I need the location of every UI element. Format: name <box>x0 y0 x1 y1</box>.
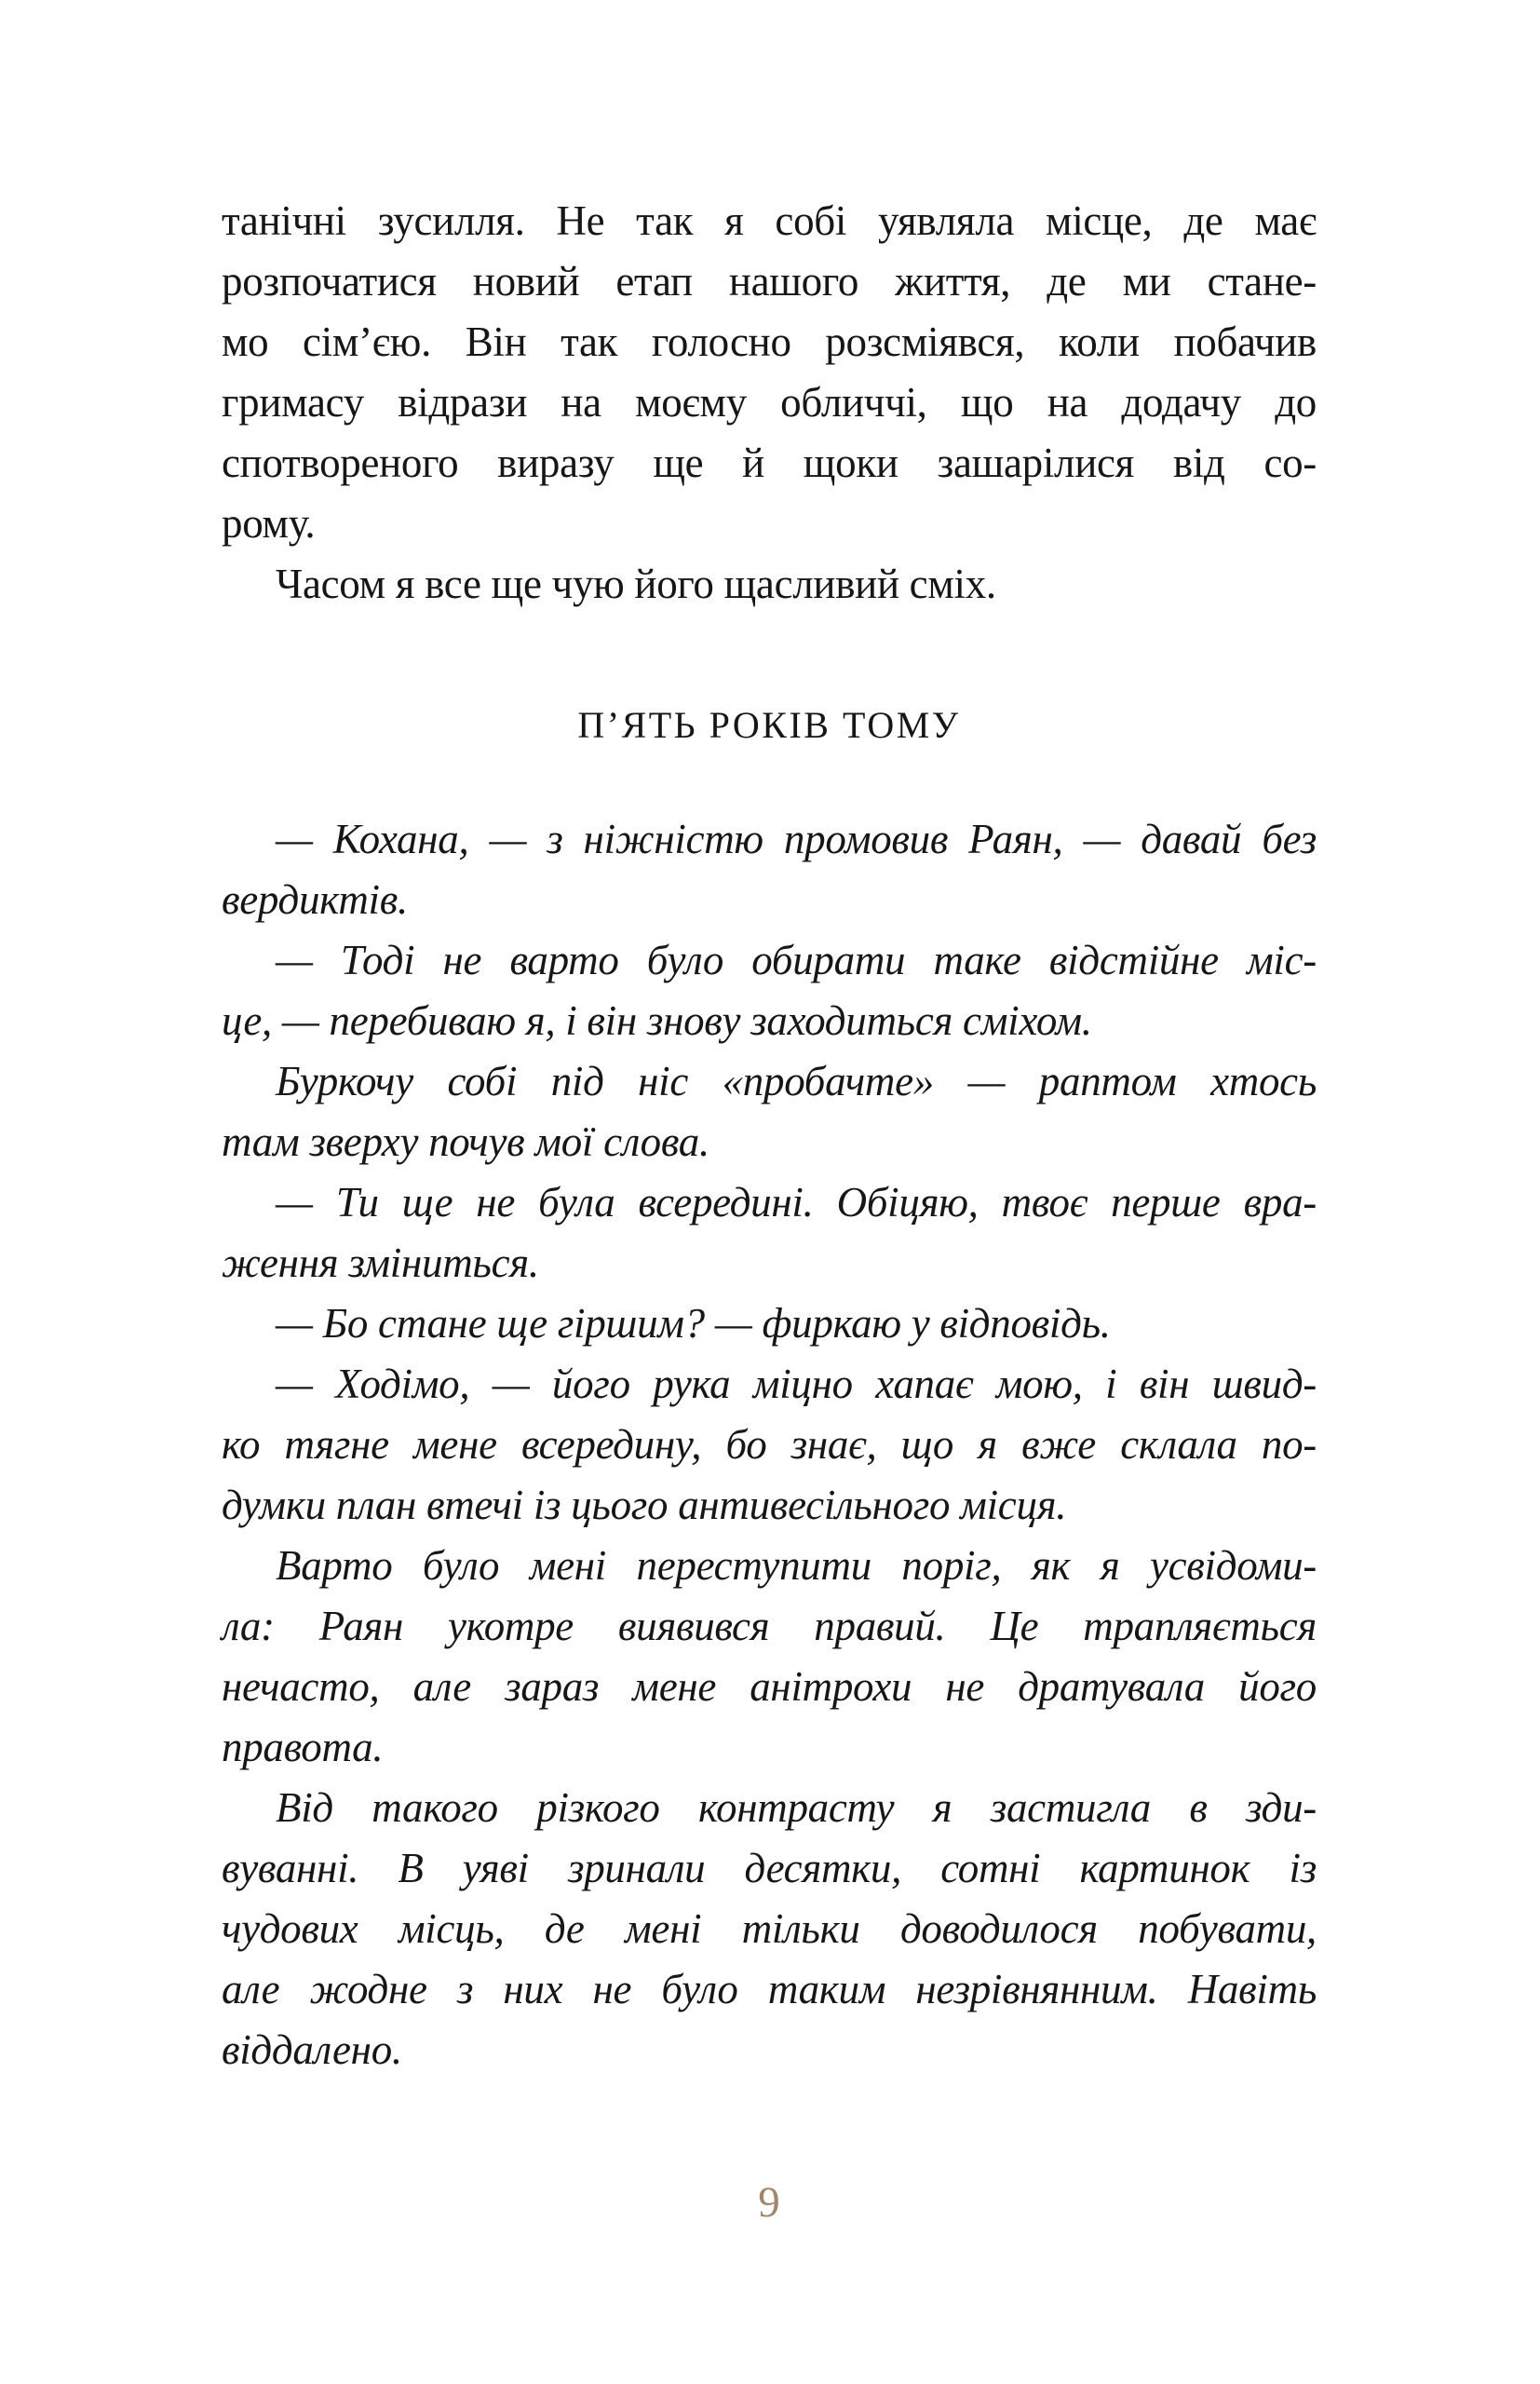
text-line: рому. <box>222 500 316 547</box>
paragraph <box>222 1051 1317 1172</box>
text-line: Варто було мені переступити поріг, як я усвідоми- <box>276 1542 1317 1589</box>
text-line: там зверху почув мої слова. <box>222 1118 709 1165</box>
text-line: — Тоді не варто було обирати таке відстійне міс- <box>276 937 1317 983</box>
text-line: — Ти ще не була всередині. Обіцяю, твоє перше вра- <box>276 1179 1317 1226</box>
text-line: думки план втечі із цього антивесільного місця. <box>222 1482 1067 1528</box>
text-line: мо сім’єю. Він так голосно розсміявся, коли побачив <box>222 318 1317 365</box>
text-line: танічні зусилля. Не так я собі уявляла місце, де має <box>222 197 1317 244</box>
text-line: Від такого різкого контрасту я застигла в зди- <box>276 1784 1317 1831</box>
text-line: — Кохана, — з ніжністю промовив Раян, — давай без <box>276 816 1317 862</box>
paragraph <box>222 1172 1317 1294</box>
paragraph <box>222 1294 1317 1354</box>
text-line: ко тягне мене всередину, бо знає, що я вже склала по- <box>222 1421 1317 1468</box>
paragraph <box>222 809 1317 930</box>
dialogue-paragraphs <box>222 809 1317 2080</box>
text-line: вердиктів. <box>222 876 408 923</box>
text-line: розпочатися новий етап нашого життя, де ми стане- <box>222 258 1317 305</box>
text-line: це, — перебиваю я, і він знову заходиться сміхом. <box>222 997 1092 1044</box>
text-line: чудових місць, де мені тільки доводилося побувати, <box>222 1905 1317 1952</box>
opening-paragraphs <box>222 191 1317 615</box>
paragraph <box>222 1354 1317 1536</box>
text-line: спотвореного виразу ще й щоки зашарілися від со- <box>222 440 1317 486</box>
paragraph <box>222 1536 1317 1778</box>
text-line: — Ходімо, — його рука міцно хапає мою, і він швид- <box>276 1361 1317 1407</box>
text-line: ження зміниться. <box>222 1239 539 1286</box>
text-line: правота. <box>222 1724 384 1770</box>
text-line: ла: Раян укотре виявився правий. Це трапляється <box>222 1603 1317 1649</box>
text-line: вуванні. В уяві зринали десятки, сотні картинок із <box>222 1845 1317 1891</box>
text-line: гримасу відрази на моєму обличчі, що на додачу до <box>222 379 1317 426</box>
text-line: нечасто, але зараз мене анітрохи не дратувала його <box>222 1663 1317 1710</box>
paragraph <box>222 1778 1317 2080</box>
section-heading: П’ЯТЬ РОКІВ ТОМУ <box>577 704 961 746</box>
paragraph <box>222 191 1317 554</box>
page-number: 9 <box>758 2178 780 2227</box>
paragraph <box>222 930 1317 1051</box>
text-line: Часом я все ще чую його щасливий сміх. <box>276 561 996 607</box>
text-line: віддалено. <box>222 2026 402 2073</box>
text-line: але жодне з них не було таким незрівнянним. Навіть <box>222 1966 1317 2012</box>
paragraph <box>222 554 1317 615</box>
text-line: — Бо стане ще гіршим? — фиркаю у відповідь. <box>276 1300 1111 1347</box>
text-line: Буркочу собі під ніс «пробачте» — раптом хтось <box>276 1058 1317 1104</box>
page-text-block <box>222 191 1317 2080</box>
